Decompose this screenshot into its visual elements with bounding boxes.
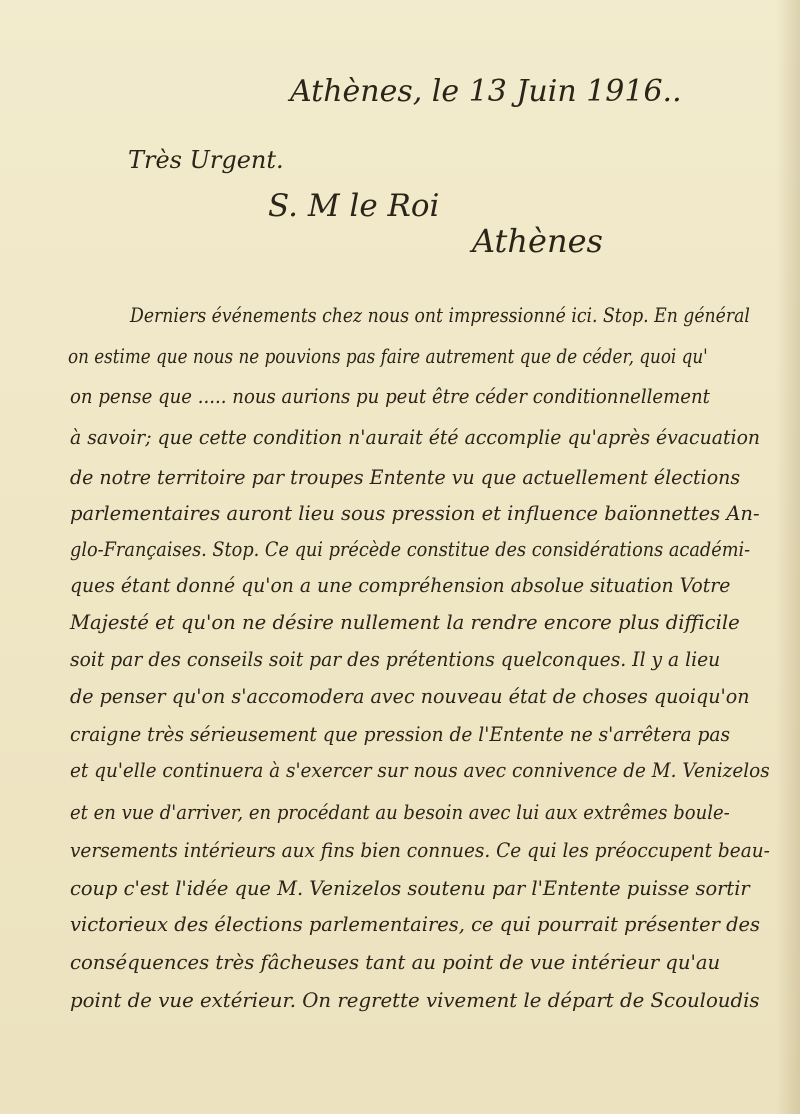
body-line-2: on estime que nous ne pouvions pas faire autrement que de céder, quoi qu' (68, 344, 708, 368)
body-line-15: versements intérieurs aux fins bien connues. Ce qui les préoccupent beau- (70, 838, 770, 862)
body-line-1: Derniers événements chez nous ont impressionné ici. Stop. En général (130, 303, 750, 327)
addressee: S. M le Roi (268, 188, 440, 224)
body-line-18: conséquences très fâcheuses tant au point de vue intérieur qu'au (70, 950, 721, 974)
body-line-10: soit par des conseils soit par des prétentions quelconques. Il y a lieu (70, 647, 721, 671)
destination-city: Athènes (472, 222, 603, 260)
body-line-13: et qu'elle continuera à s'exercer sur nous avec connivence de M. Venizelos (70, 758, 770, 782)
body-line-3: on pense que ..... nous aurions pu peut être céder conditionnellement (70, 384, 710, 408)
body-line-4: à savoir; que cette condition n'aurait été accomplie qu'après évacuation (70, 425, 761, 449)
body-line-14: et en vue d'arriver, en procédant au besoin avec lui aux extrêmes boule- (70, 800, 730, 824)
body-line-8: ques étant donné qu'on a une compréhension absolue situation Votre (70, 573, 731, 597)
body-line-16: coup c'est l'idée que M. Venizelos soutenu par l'Entente puisse sortir (70, 876, 750, 900)
body-line-6: parlementaires auront lieu sous pression et influence baïonnettes An- (70, 501, 760, 525)
body-line-12: craigne très sérieusement que pression de l'Entente ne s'arrêtera pas (70, 722, 731, 746)
urgency-note: Très Urgent. (128, 146, 284, 174)
body-line-7: glo-Françaises. Stop. Ce qui précède constitue des considérations académi- (70, 537, 751, 561)
body-line-11: de penser qu'on s'accomodera avec nouveau état de choses quoiqu'on (70, 684, 750, 708)
body-line-19: point de vue extérieur. On regrette vivement le départ de Scouloudis (70, 988, 760, 1012)
body-line-17: victorieux des élections parlementaires, ce qui pourrait présenter des (70, 912, 760, 936)
body-line-5: de notre territoire par troupes Entente vu que actuellement élections (70, 465, 741, 489)
letter-date: Athènes, le 13 Juin 1916.. (290, 74, 682, 109)
body-line-9: Majesté et qu'on ne désire nullement la rendre encore plus difficile (70, 610, 740, 634)
